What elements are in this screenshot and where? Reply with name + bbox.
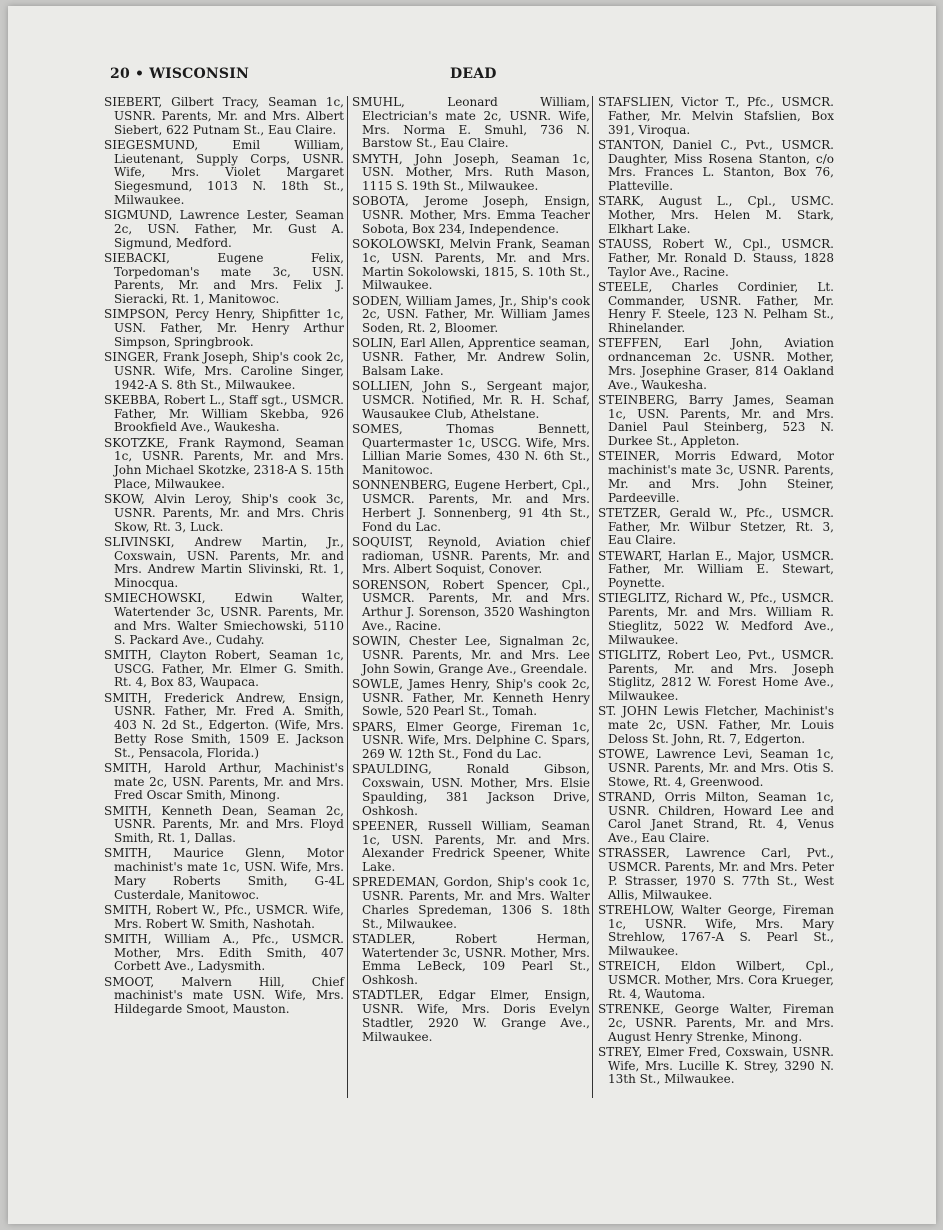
casualty-entry: STEWART, Harlan E., Major, USMCR. Father, Mr. William E. Stewart, Poynette. (598, 548, 834, 590)
casualty-entry: STIEGLITZ, Richard W., Pfc., USMCR. Parents, Mr. and Mrs. William R. Stieglitz, 5022 W. Medford Ave., Milwaukee. (598, 591, 834, 647)
casualty-entry: STREY, Elmer Fred, Coxswain, USNR. Wife, Mrs. Lucille K. Strey, 3290 N. 13th St., Milwaukee. (598, 1044, 834, 1087)
casualty-entry: SMOOT, Malvern Hill, Chief machinist's mate USN. Wife, Mrs. Hildegarde Smoot, Mauston. (104, 974, 344, 1016)
casualty-entry: STADTLER, Edgar Elmer, Ensign, USNR. Wife, Mrs. Doris Evelyn Stadtler, 2920 W. Grange Ave., Milwaukee. (352, 988, 590, 1044)
casualty-entry: SOLLIEN, John S., Sergeant major, USMCR. Notified, Mr. R. H. Schaf, Wausaukee Club, Athelstane. (352, 379, 590, 421)
column-1 (104, 96, 344, 1018)
casualty-entry: SPREDEMAN, Gordon, Ship's cook 1c, USNR. Parents, Mr. and Mrs. Walter Charles Spredeman, 1306 S. 18th St., Milwaukee. (352, 875, 590, 931)
casualty-entry: SOBOTA, Jerome Joseph, Ensign, USNR. Mother, Mrs. Emma Teacher Sobota, Box 234, Independence. (352, 194, 590, 236)
casualty-entry: STEINER, Morris Edward, Motor machinist's mate 3c, USNR. Parents, Mr. and Mrs. John Steiner, Pardeeville. (598, 449, 834, 505)
casualty-entry: SOWIN, Chester Lee, Signalman 2c, USNR. Parents, Mr. and Mrs. Lee John Sowin, Grange Ave., Greendale. (352, 634, 590, 676)
casualty-entry: SIEGESMUND, Emil William, Lieutenant, Supply Corps, USNR. Wife, Mrs. Violet Margaret Siegesmund, 1013 N. 18th St., Milwaukee. (104, 137, 344, 207)
page-number: 20 (110, 66, 130, 82)
casualty-entry: STRAND, Orris Milton, Seaman 1c, USNR. Children, Howard Lee and Carol Janet Strand, Rt. 4, Venus Ave., Eau Claire. (598, 789, 834, 845)
casualty-entry: STREICH, Eldon Wilbert, Cpl., USMCR. Mother, Mrs. Cora Krueger, Rt. 4, Wautoma. (598, 959, 834, 1001)
column-rule-1 (347, 96, 348, 1098)
casualty-entry: STETZER, Gerald W., Pfc., USMCR. Father, Mr. Wilbur Stetzer, Rt. 3, Eau Claire. (598, 505, 834, 548)
casualty-entry: SORENSON, Robert Spencer, Cpl., USMCR. Parents, Mr. and Mrs. Arthur J. Sorenson, 3520 Washington Ave., Racine. (352, 577, 590, 633)
column-2 (352, 96, 590, 1046)
casualty-entry: SMITH, Clayton Robert, Seaman 1c, USCG. Father, Mr. Elmer G. Smith. Rt. 4, Box 83, Waupaca. (104, 647, 344, 690)
casualty-entry: STEFFEN, Earl John, Aviation ordnanceman 2c. USNR. Mother, Mrs. Josephine Graser, 814 Oakland Ave., Waukesha. (598, 336, 834, 392)
casualty-entry: SIGMUND, Lawrence Lester, Seaman 2c, USN. Father, Mr. Gust A. Sigmund, Medford. (104, 208, 344, 250)
casualty-entry: STANTON, Daniel C., Pvt., USMCR. Daughter, Miss Rosena Stanton, c/o Mrs. Frances L. Stanton, Box 76, Platteville. (598, 137, 834, 193)
casualty-entry: STREHLOW, Walter George, Fireman 1c, USNR. Wife, Mrs. Mary Strehlow, 1767-A S. Pearl St., Milwaukee. (598, 902, 834, 958)
casualty-entry: SMITH, Frederick Andrew, Ensign, USNR. Father, Mr. Fred A. Smith, 403 N. 2d St., Edgerton. (Wife, Mrs. Betty Rose Smith, 1509 E. Jackson St., Pensacola, Florida.) (104, 690, 344, 760)
casualty-entry: SMITH, William A., Pfc., USMCR. Mother, Mrs. Edith Smith, 407 Corbett Ave., Ladysmith. (104, 931, 344, 974)
casualty-entry: SONNENBERG, Eugene Herbert, Cpl., USMCR. Parents, Mr. and Mrs. Herbert J. Sonnenberg, 91 4th St., Fond du Lac. (352, 478, 590, 534)
casualty-entry: SMIECHOWSKI, Edwin Walter, Watertender 3c, USNR. Parents, Mr. and Mrs. Walter Smiechowski, 5110 S. Packard Ave., Cudahy. (104, 591, 344, 647)
casualty-entry: SIEBERT, Gilbert Tracy, Seaman 1c, USNR. Parents, Mr. and Mrs. Albert Siebert, 622 Putnam St., Eau Claire. (104, 95, 344, 137)
casualty-entry: STEINBERG, Barry James, Seaman 1c, USN. Parents, Mr. and Mrs. Daniel Paul Steinberg, 523 N. Durkee St., Appleton. (598, 392, 834, 448)
casualty-entry: STARK, August L., Cpl., USMC. Mother, Mrs. Helen M. Stark, Elkhart Lake. (598, 194, 834, 236)
casualty-entry: STRENKE, George Walter, Fireman 2c, USNR. Parents, Mr. and Mrs. August Henry Strenke, Minong. (598, 1002, 834, 1044)
casualty-entry: SINGER, Frank Joseph, Ship's cook 2c, USNR. Wife, Mrs. Caroline Singer, 1942-A S. 8th St., Milwaukee. (104, 350, 344, 392)
casualty-entry: SMYTH, John Joseph, Seaman 1c, USN. Mother, Mrs. Ruth Mason, 1115 S. 19th St., Milwaukee. (352, 151, 590, 193)
separator-bullet: • (134, 66, 145, 82)
casualty-entry: STRASSER, Lawrence Carl, Pvt., USMCR. Parents, Mr. and Mrs. Peter P. Strasser, 1970 S. 77th St., West Allis, Milwaukee. (598, 846, 834, 902)
page-info (110, 66, 249, 82)
casualty-entry: SOWLE, James Henry, Ship's cook 2c, USNR. Father, Mr. Kenneth Henry Sowle, 520 Pearl St., Tomah. (352, 676, 590, 719)
casualty-entry: SIEBACKI, Eugene Felix, Torpedoman's mate 3c, USN. Parents, Mr. and Mrs. Felix J. Sieracki, Rt. 1, Manitowoc. (104, 250, 344, 306)
casualty-entry: STAUSS, Robert W., Cpl., USMCR. Father, Mr. Ronald D. Stauss, 1828 Taylor Ave., Racine. (598, 237, 834, 279)
casualty-entry: SIMPSON, Percy Henry, Shipfitter 1c, USN. Father, Mr. Henry Arthur Simpson, Springbrook. (104, 307, 344, 349)
casualty-entry: SMITH, Harold Arthur, Machinist's mate 2c, USN. Parents, Mr. and Mrs. Fred Oscar Smith, Minong. (104, 760, 344, 803)
casualty-entry: STIGLITZ, Robert Leo, Pvt., USMCR. Parents, Mr. and Mrs. Joseph Stiglitz, 2812 W. Forest Home Ave., Milwaukee. (598, 647, 834, 703)
casualty-entry: STEELE, Charles Cordinier, Lt. Commander, USNR. Father, Mr. Henry F. Steele, 123 N. Pelham St., Rhinelander. (598, 279, 834, 335)
casualty-entry: SMITH, Maurice Glenn, Motor machinist's mate 1c, USN. Wife, Mrs. Mary Roberts Smith, G-4L Custerdale, Manitowoc. (104, 846, 344, 902)
casualty-entry: SLIVINSKI, Andrew Martin, Jr., Coxswain, USN. Parents, Mr. and Mrs. Andrew Martin Slivinski, Rt. 1, Minocqua. (104, 534, 344, 590)
casualty-entry: SMUHL, Leonard William, Electrician's mate 2c, USNR. Wife, Mrs. Norma E. Smuhl, 736 N. Barstow St., Eau Claire. (352, 95, 590, 151)
column-3 (598, 96, 834, 1089)
casualty-entry: SODEN, William James, Jr., Ship's cook 2c, USN. Father, Mr. William James Soden, Rt. 2, Bloomer. (352, 293, 590, 335)
casualty-entry: SMITH, Robert W., Pfc., USMCR. Wife, Mrs. Robert W. Smith, Nashotah. (104, 902, 344, 931)
casualty-entry: SOKOLOWSKI, Melvin Frank, Seaman 1c, USN. Parents, Mr. and Mrs. Martin Sokolowski, 1815, S. 10th St., Milwaukee. (352, 237, 590, 293)
casualty-entry: SPAULDING, Ronald Gibson, Coxswain, USN. Mother, Mrs. Elsie Spaulding, 381 Jackson Drive, Oshkosh. (352, 762, 590, 818)
casualty-entry: SKOTZKE, Frank Raymond, Seaman 1c, USNR. Parents, Mr. and Mrs. John Michael Skotzke, 2318-A S. 15th Place, Milwaukee. (104, 435, 344, 491)
casualty-entry: SKEBBA, Robert L., Staff sgt., USMCR. Father, Mr. William Skebba, 926 Brookfield Ave., Waukesha. (104, 392, 344, 435)
casualty-entry: SMITH, Kenneth Dean, Seaman 2c, USNR. Parents, Mr. and Mrs. Floyd Smith, Rt. 1, Dallas. (104, 803, 344, 845)
state-name: WISCONSIN (149, 66, 249, 82)
casualty-entry: SPARS, Elmer George, Fireman 1c, USNR. Wife, Mrs. Delphine C. Spars, 269 W. 12th St., Fond du Lac. (352, 719, 590, 761)
casualty-entry: SOQUIST, Reynold, Aviation chief radioman, USNR. Parents, Mr. and Mrs. Albert Soquist, Conover. (352, 534, 590, 577)
casualty-entry: STAFSLIEN, Victor T., Pfc., USMCR. Father, Mr. Melvin Stafslien, Box 391, Viroqua. (598, 95, 834, 137)
casualty-entry: SOMES, Thomas Bennett, Quartermaster 1c, USCG. Wife, Mrs. Lillian Marie Somes, 430 N. 6th St., Manitowoc. (352, 421, 590, 477)
casualty-entry: STOWE, Lawrence Levi, Seaman 1c, USNR. Parents, Mr. and Mrs. Otis S. Stowe, Rt. 4, Greenwood. (598, 747, 834, 789)
column-rule-2 (592, 96, 593, 1098)
section-title: DEAD (450, 66, 497, 82)
casualty-entry: STADLER, Robert Herman, Watertender 3c, USNR. Mother, Mrs. Emma LeBeck, 109 Pearl St., Oshkosh. (352, 931, 590, 987)
casualty-entry: SOLIN, Earl Allen, Apprentice seaman, USNR. Father, Mr. Andrew Solin, Balsam Lake. (352, 336, 590, 378)
casualty-entry: ST. JOHN Lewis Fletcher, Machinist's mate 2c, USN. Father, Mr. Louis Deloss St. John, Rt. 7, Edgerton. (598, 704, 834, 746)
page-header (104, 66, 919, 88)
casualty-entry: SPEENER, Russell William, Seaman 1c, USN. Parents, Mr. and Mrs. Alexander Fredrick Speener, White Lake. (352, 818, 590, 874)
casualty-entry: SKOW, Alvin Leroy, Ship's cook 3c, USNR. Parents, Mr. and Mrs. Chris Skow, Rt. 3, Luck. (104, 492, 344, 534)
